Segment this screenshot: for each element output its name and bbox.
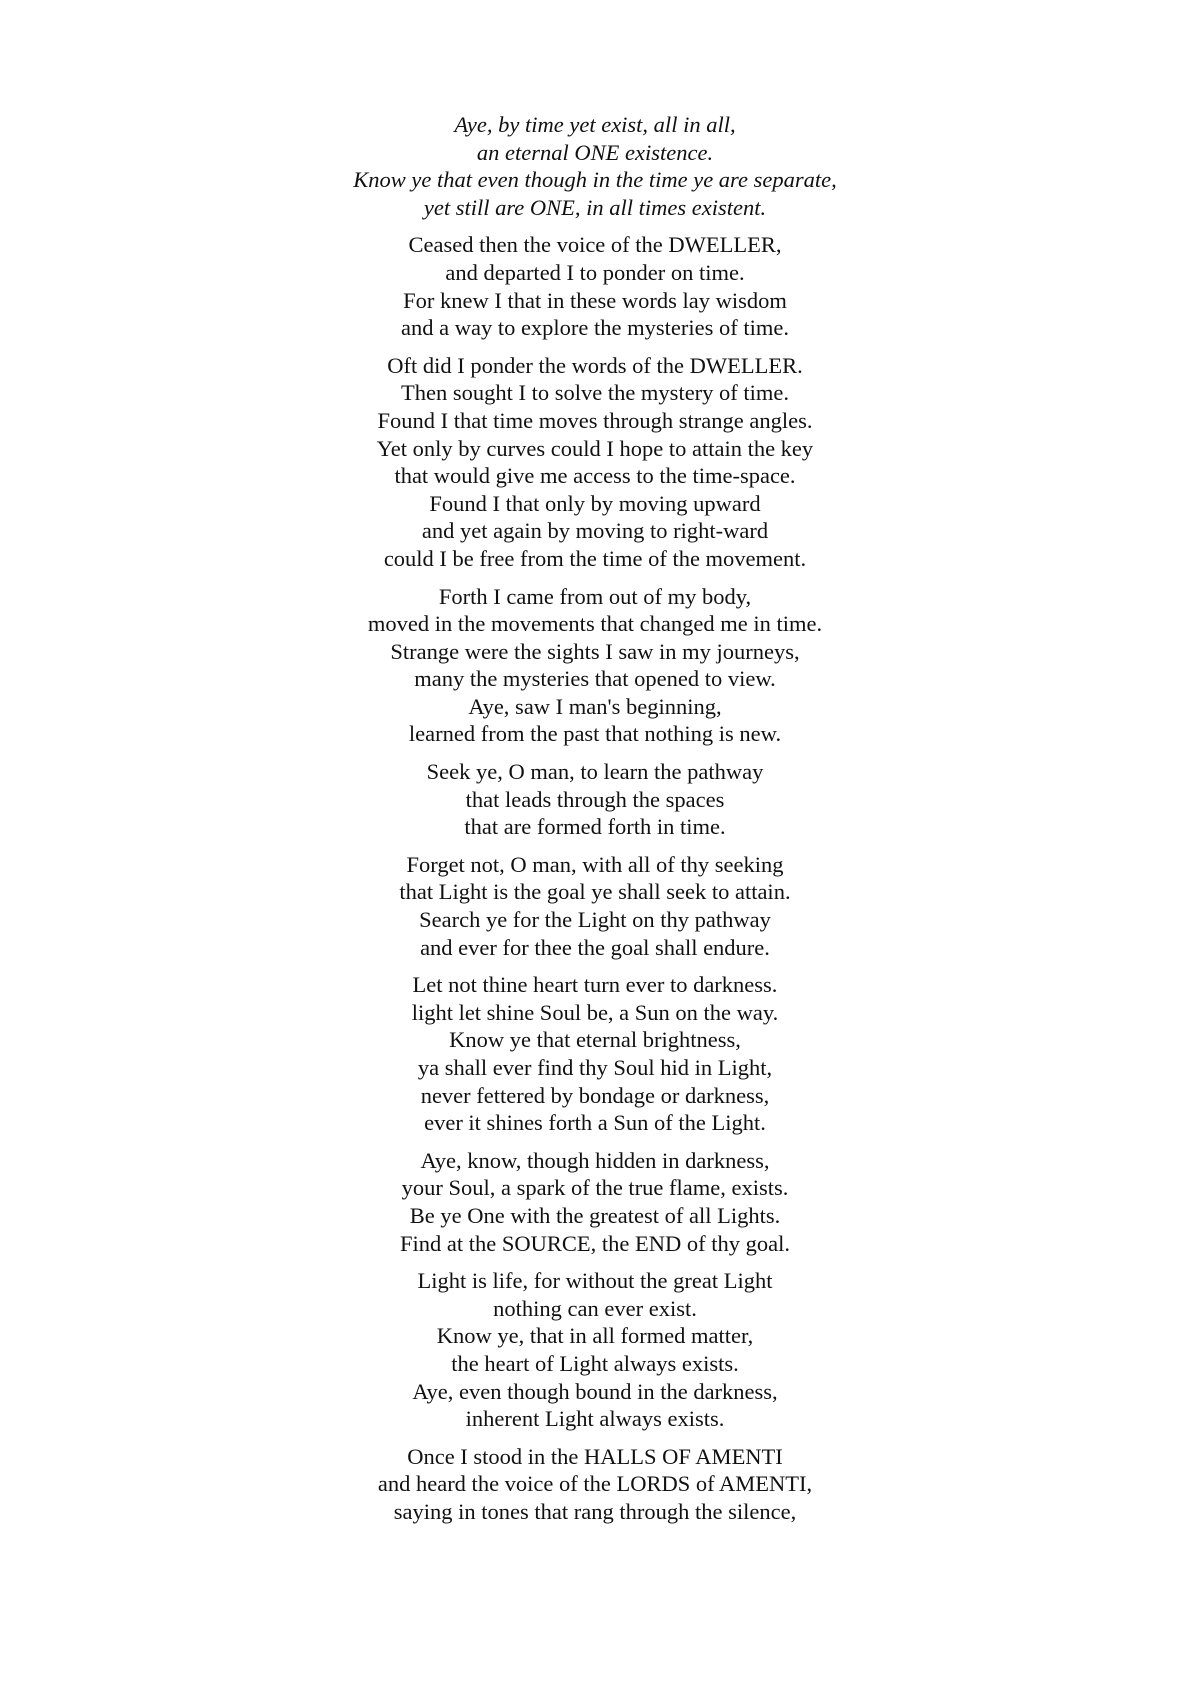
poem-line: and ever for thee the goal shall endure. [420, 934, 770, 960]
poem-line: saying in tones that rang through the silence, [393, 1498, 797, 1524]
poem-line: Know ye that even though in the time ye are separate, [353, 167, 837, 193]
stanza [0, 971, 1190, 1137]
poem-line: that leads through the spaces [465, 786, 725, 812]
stanza [0, 1267, 1190, 1433]
poem-line: could I be free from the time of the movement. [383, 545, 807, 571]
stanza [0, 1443, 1190, 1526]
poem-line: Oft did I ponder the words of the DWELLER. [387, 352, 803, 378]
poem-line: Aye, even though bound in the darkness, [412, 1378, 778, 1404]
poem-line: Light is life, for without the great Light [417, 1268, 773, 1294]
stanza [0, 231, 1190, 341]
poem-line: Find at the SOURCE, the END of thy goal. [400, 1230, 790, 1256]
poem-line: and a way to explore the mysteries of time. [400, 315, 789, 341]
poem-line: ya shall ever find thy Soul hid in Light, [417, 1055, 773, 1080]
stanza [0, 352, 1190, 573]
poem-line: Know ye, that in all formed matter, [436, 1323, 754, 1349]
poem-line: the heart of Light always exists. [451, 1350, 739, 1376]
stanza [0, 851, 1190, 961]
poem-line: many the mysteries that opened to view. [414, 666, 776, 692]
poem-page [0, 111, 1190, 1536]
poem-line: nothing can ever exist. [493, 1295, 697, 1321]
poem-line: learned from the past that nothing is new. [408, 721, 782, 747]
poem-line: Once I stood in the HALLS OF AMENTI [407, 1443, 783, 1469]
poem-line: Found I that only by moving upward [429, 490, 761, 516]
poem-line: Search ye for the Light on thy pathway [419, 907, 771, 933]
poem-line: Know ye that eternal brightness, [449, 1027, 741, 1053]
poem-line: Forget not, O man, with all of thy seeking [406, 851, 784, 877]
stanza [0, 583, 1190, 749]
poem-line: Aye, know, though hidden in darkness, [420, 1147, 770, 1173]
poem-line: Yet only by curves could I hope to attain the key [376, 435, 814, 461]
poem-line: light let shine Soul be, a Sun on the way. [411, 999, 779, 1025]
poem-line: Aye, by time yet exist, all in all, [454, 112, 736, 137]
poem-line: inherent Light always exists. [465, 1406, 725, 1432]
poem-line: Strange were the sights I saw in my journeys, [390, 638, 800, 664]
poem-line: Ceased then the voice of the DWELLER, [408, 232, 782, 258]
poem-line: and yet again by moving to right-ward [421, 518, 769, 544]
stanza [0, 111, 1190, 221]
poem-line: Then sought I to solve the mystery of time. [400, 380, 790, 406]
poem-line: moved in the movements that changed me in time. [367, 611, 823, 637]
poem-line: an eternal ONE existence. [476, 139, 714, 165]
poem-line: Aye, saw I man's beginning, [468, 693, 722, 719]
poem-line: your Soul, a spark of the true flame, exists. [401, 1175, 789, 1201]
poem-line: ever it shines forth a Sun of the Light. [424, 1110, 766, 1136]
poem-line: For knew I that in these words lay wisdom [403, 287, 787, 313]
stanza [0, 1147, 1190, 1257]
poem-line: and heard the voice of the LORDS of AMENTI, [377, 1471, 813, 1497]
poem-line: Seek ye, O man, to learn the pathway [426, 759, 764, 785]
stanza [0, 758, 1190, 841]
poem-line: and departed I to ponder on time. [445, 259, 745, 285]
poem-line: yet still are ONE, in all times existent. [423, 194, 767, 220]
poem-line: that Light is the goal ye shall seek to attain. [399, 879, 791, 905]
poem-line: Be ye One with the greatest of all Lights. [409, 1202, 781, 1228]
poem-line: never fettered by bondage or darkness, [420, 1082, 770, 1108]
poem-line: that would give me access to the time-space. [394, 463, 796, 489]
poem-line: that are formed forth in time. [464, 814, 726, 840]
poem-line: Forth I came from out of my body, [438, 583, 752, 609]
poem-line: Let not thine heart turn ever to darkness. [412, 972, 778, 998]
poem-line: Found I that time moves through strange angles. [377, 407, 813, 433]
